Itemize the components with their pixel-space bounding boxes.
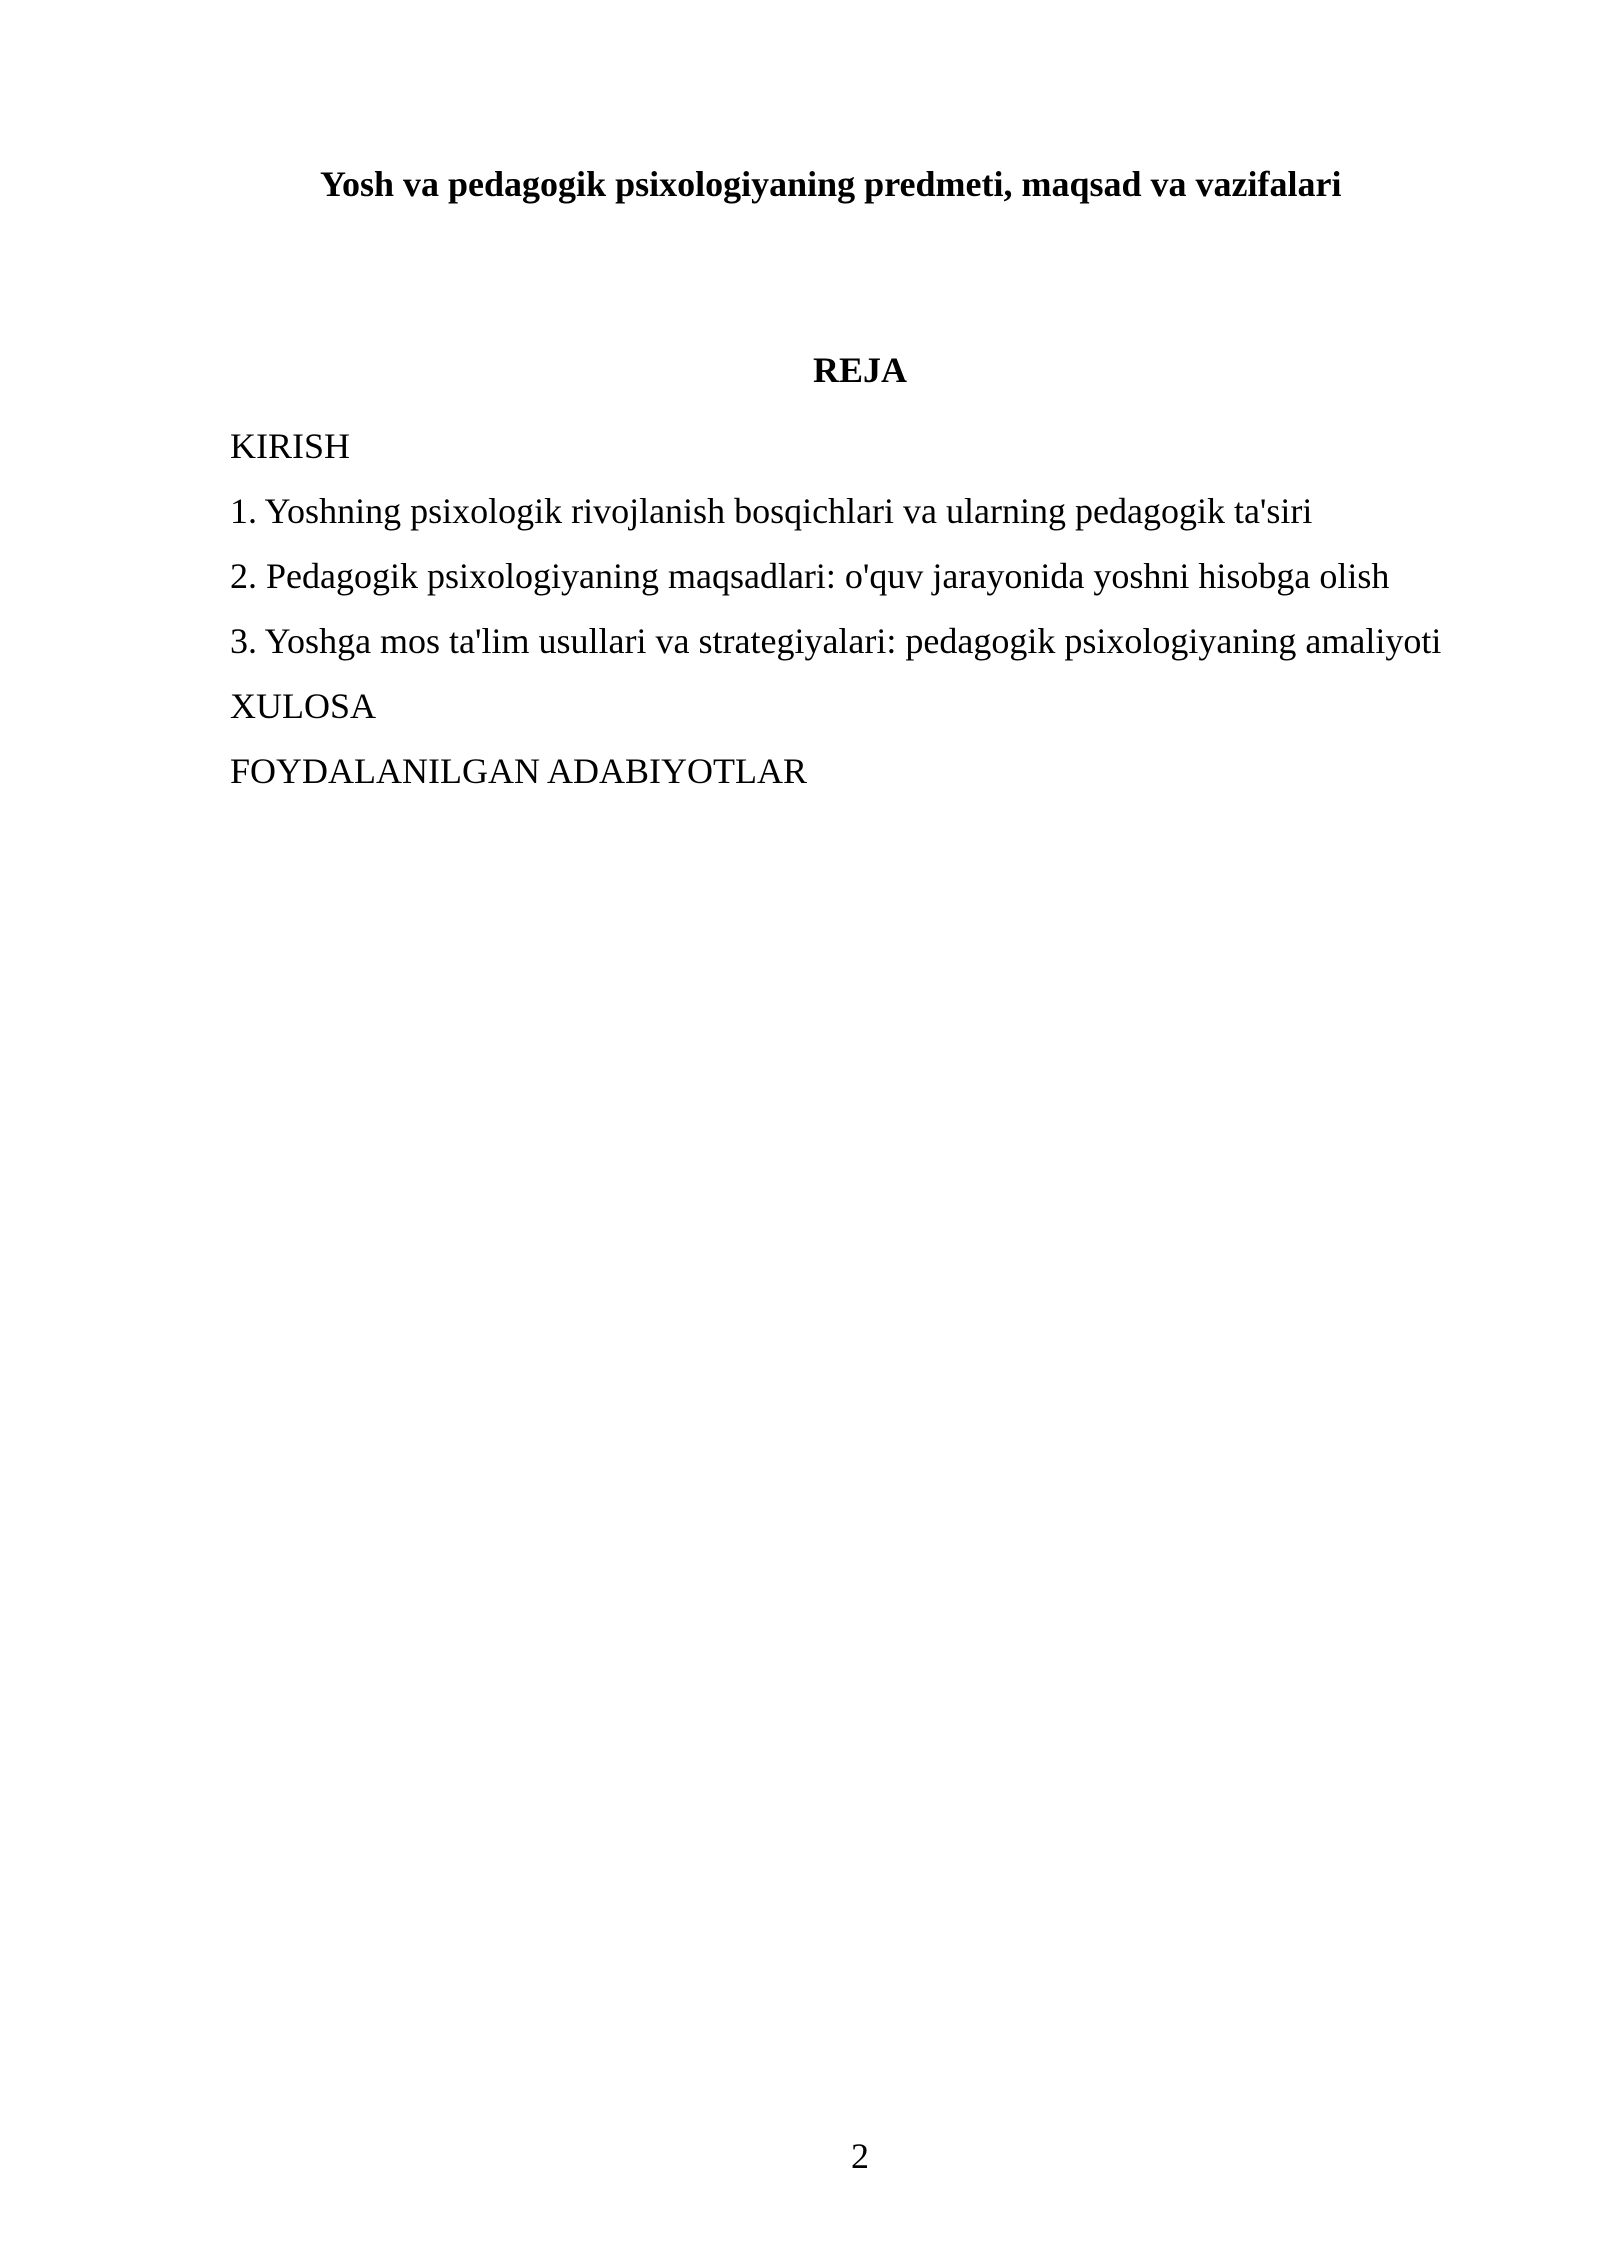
plan-item-2: 2. Pedagogik psixologiyaning maqsadlari: o'quv jarayonida yoshni hisobga olish	[230, 556, 1390, 596]
page-number: 2	[851, 2136, 869, 2176]
plan-item-conclusion: XULOSA	[230, 686, 377, 726]
plan-item-references: FOYDALANILGAN ADABIYOTLAR	[230, 751, 807, 791]
plan-item-1: 1. Yoshning psixologik rivojlanish bosqichlari va ularning pedagogik ta'siri	[230, 491, 1313, 531]
plan-item-introduction: KIRISH	[230, 426, 351, 466]
document-title: Yosh va pedagogik psixologiyaning predmeti, maqsad va vazifalari	[320, 164, 1342, 204]
plan-list	[230, 418, 1460, 808]
plan-heading: REJA	[812, 350, 907, 390]
plan-item-3: 3. Yoshga mos ta'lim usullari va strategiyalari: pedagogik psixologiyaning amaliyoti	[230, 621, 1442, 661]
